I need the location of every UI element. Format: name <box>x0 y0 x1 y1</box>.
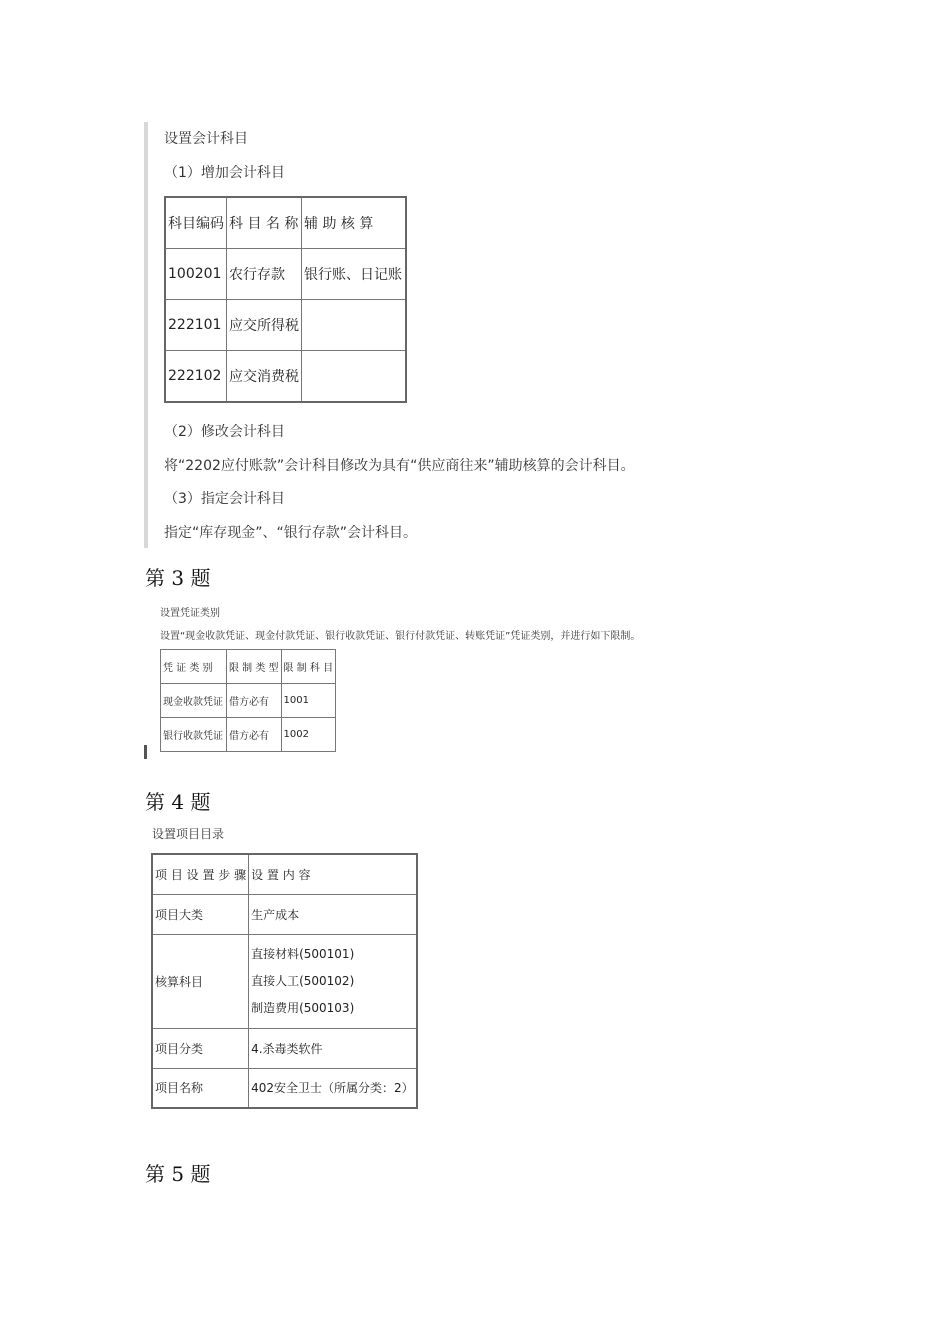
table-cell: 应交所得税 <box>227 300 302 351</box>
table-row <box>165 249 406 300</box>
table-cell: 农行存款 <box>227 249 302 300</box>
table-header-cell: 设 置 内 容 <box>249 854 417 894</box>
table-cell: 借方必有 <box>227 684 282 718</box>
table-cell: 核算科目 <box>152 934 249 1028</box>
vouchers-title: 设置凭证类别 <box>160 608 220 619</box>
table-header-cell: 项 目 设 置 步 骤 <box>152 854 249 894</box>
table-header-row <box>165 197 406 249</box>
accounts-title: 设置会计科目 <box>164 131 248 147</box>
table-cell: 1002 <box>281 718 336 752</box>
accounts-part1: （1）增加会计科目 <box>164 165 285 181</box>
accounts-part3: （3）指定会计科目 <box>164 491 285 507</box>
table-cell: 项目大类 <box>152 894 249 934</box>
projects-title: 设置项目目录 <box>152 827 225 841</box>
table-row <box>152 1028 417 1068</box>
projects-section <box>150 823 414 1123</box>
table-cell: 4.杀毒类软件 <box>249 1028 417 1068</box>
table-cell: 银行账、日记账 <box>302 249 406 300</box>
table-cell: 应交消费税 <box>227 351 302 403</box>
accounts-table <box>164 196 407 403</box>
table-row <box>165 351 406 403</box>
accounts-part3-text: 指定“库存现金”、“银行存款”会计科目。 <box>164 525 418 541</box>
table-cell: 银行收款凭证 <box>161 718 227 752</box>
table-row <box>161 684 336 718</box>
subject-line: 制造费用(500103) <box>251 1000 355 1015</box>
accounts-part2-text: 将“2202应付账款”会计科目修改为具有“供应商往来”辅助核算的会计科目。 <box>164 458 635 474</box>
table-row <box>152 1068 417 1108</box>
table-cell: 生产成本 <box>249 894 417 934</box>
table-cell: 借方必有 <box>227 718 282 752</box>
table-row <box>165 300 406 351</box>
subject-line: 直接人工(500102) <box>251 973 355 988</box>
table-header-cell: 限 制 类 型 <box>227 650 282 684</box>
table-cell <box>249 934 417 1028</box>
question-5-heading: 第 5 题 <box>145 1162 211 1186</box>
vouchers-text: 设置“现金收款凭证、现金付款凭证、银行收款凭证、银行付款凭证、转账凭证”凭证类别，并进行如下限制。 <box>160 631 641 642</box>
table-cell: 100201 <box>165 249 227 300</box>
table-cell: 项目名称 <box>152 1068 249 1108</box>
table-row <box>161 718 336 752</box>
table-cell <box>302 300 406 351</box>
projects-table <box>151 853 418 1109</box>
question-4-heading: 第 4 题 <box>145 790 211 814</box>
accounts-part2: （2）修改会计科目 <box>164 424 285 440</box>
table-cell: 项目分类 <box>152 1028 249 1068</box>
table-header-row <box>152 854 417 894</box>
table-cell: 1001 <box>281 684 336 718</box>
table-cell: 现金收款凭证 <box>161 684 227 718</box>
table-cell <box>302 351 406 403</box>
table-header-cell: 科 目 名 称 <box>227 197 302 249</box>
table-row <box>152 934 417 1028</box>
accounts-section <box>144 122 708 548</box>
vouchers-section <box>144 597 724 760</box>
question-3-heading: 第 3 题 <box>145 566 211 590</box>
left-margin-bar <box>144 745 147 759</box>
table-header-cell: 科目编码 <box>165 197 227 249</box>
table-header-row <box>161 650 336 684</box>
table-row <box>152 894 417 934</box>
table-header-cell: 凭 证 类 别 <box>161 650 227 684</box>
table-cell: 402安全卫士（所属分类：2） <box>249 1068 417 1108</box>
table-header-cell: 限 制 科 目 <box>281 650 336 684</box>
table-header-cell: 辅 助 核 算 <box>302 197 406 249</box>
table-cell: 222101 <box>165 300 227 351</box>
subject-line: 直接材料(500101) <box>251 946 355 961</box>
table-cell: 222102 <box>165 351 227 403</box>
vouchers-table <box>160 649 336 752</box>
